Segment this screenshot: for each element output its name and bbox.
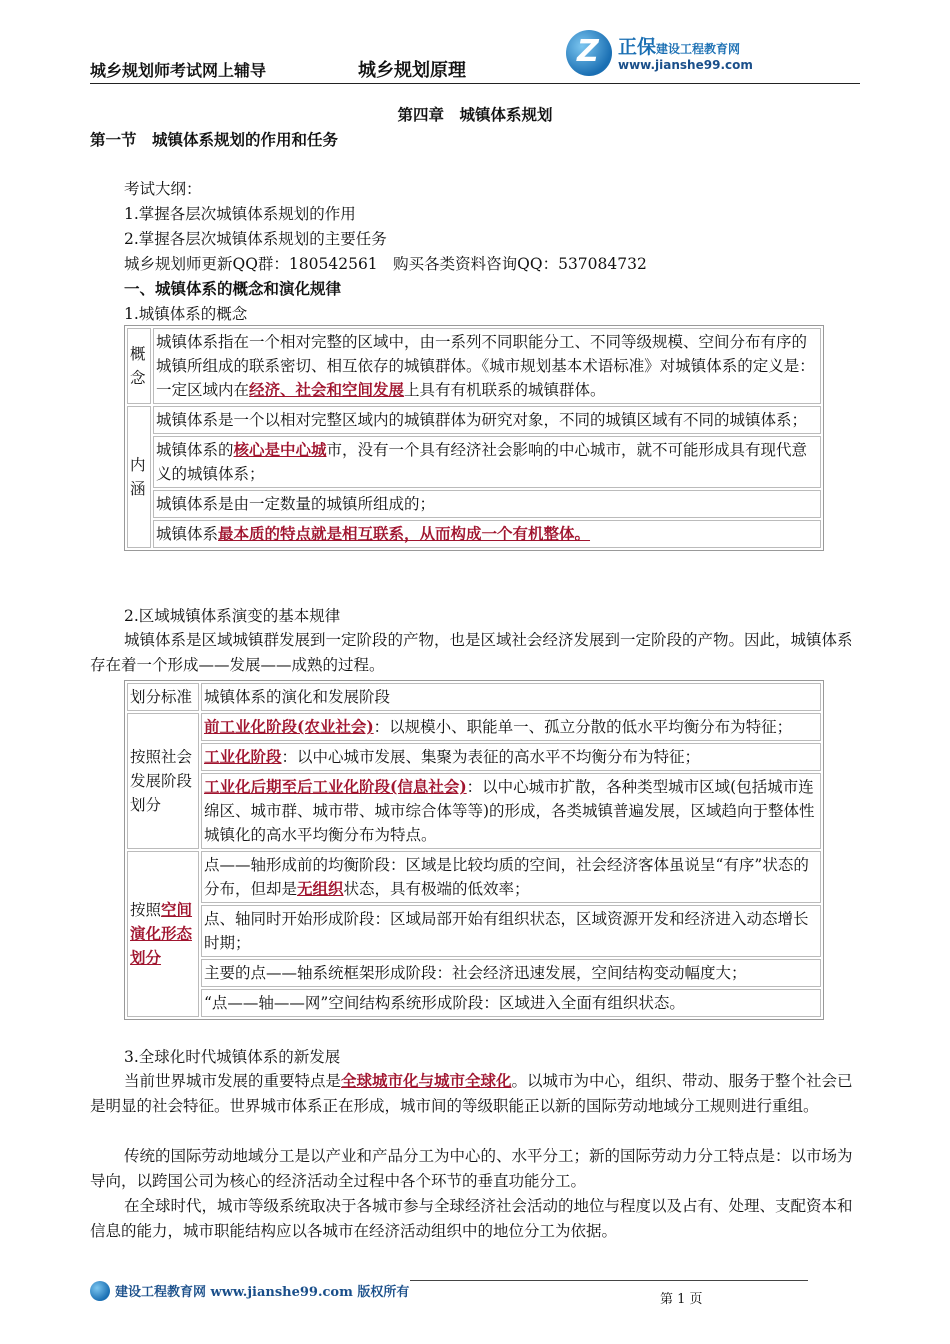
table-row: [127, 773, 821, 849]
emphasis-text: 经济、社会和空间发展: [249, 380, 405, 399]
outline-label: 考试大纲：: [124, 180, 202, 198]
table-row: [127, 713, 821, 741]
column-header-standard: 划分标准: [127, 683, 199, 711]
stage-cell: 点——轴形成前的均衡阶段：区域是比较均质的空间，社会经济客体虽说呈“有序”状态的分布，但却是无组织状态，具有极端的低效率；: [201, 851, 821, 903]
social-label: 按照社会发展阶段划分: [127, 713, 199, 849]
meaning-cell: 城镇体系是一个以相对完整区域内的城镇群体为研究对象，不同的城镇区域有不同的城镇体系；: [153, 406, 821, 434]
subheading-globalization: 3.全球化时代城镇体系的新发展: [124, 1048, 341, 1066]
table-row: [127, 520, 821, 548]
header-left-title: 城乡规划师考试网上辅导: [90, 61, 267, 80]
qq-info: 城乡规划师更新QQ群：180542561 购买各类资料咨询QQ：537084732: [124, 255, 647, 273]
meaning-cell: 城镇体系最本质的特点就是相互联系，从而构成一个有机整体。: [153, 520, 821, 548]
outline-item-1: 1.掌握各层次城镇体系规划的作用: [124, 205, 356, 223]
emphasis-text: 前工业化阶段(农业社会): [204, 717, 374, 736]
table-row: [127, 989, 821, 1017]
table-row: [127, 851, 821, 903]
table-row: [127, 436, 821, 488]
part1-heading: 一、城镇体系的概念和演化规律: [124, 279, 342, 298]
chapter-title: 第四章 城镇体系规划: [397, 105, 553, 124]
logo-mark-icon: Z: [566, 30, 612, 76]
logo-name: 正保建设工程教育网: [618, 36, 741, 58]
emphasis-text: 工业化后期至后工业化阶段(信息社会): [204, 777, 467, 796]
evolution-paragraph: 城镇体系是区域城镇群发展到一定阶段的产物，也是区域社会经济发展到一定阶段的产物。因此，城镇体系存在着一个形成——发展——成熟的过程。: [90, 631, 853, 674]
page-number: 第 1 页: [660, 1292, 703, 1307]
meaning-cell: 城镇体系的核心是中心城市，没有一个具有经济社会影响的中心城市，就不可能形成具有现代意义的城镇体系；: [153, 436, 821, 488]
emphasis-text: 工业化阶段: [204, 747, 282, 766]
column-header-stages: 城镇体系的演化和发展阶段: [201, 683, 821, 711]
meaning-label: 内涵: [127, 406, 151, 548]
stage-cell: 工业化阶段：以中心城市发展、集聚为表征的高水平不均衡分布为特征；: [201, 743, 821, 771]
section-title: 第一节 城镇体系规划的作用和任务: [90, 130, 339, 149]
space-label: 按照空间演化形态划分: [127, 851, 199, 1017]
outline-item-2: 2.掌握各层次城镇体系规划的主要任务: [124, 230, 387, 248]
table-row: [127, 490, 821, 518]
concept-label: 概念: [127, 328, 151, 404]
emphasis-text: 核心是中心城: [233, 440, 327, 459]
stage-cell: 主要的点——轴系统框架形成阶段：社会经济迅速发展，空间结构变动幅度大；: [201, 959, 821, 987]
hierarchy-paragraph: 在全球时代，城市等级系统取决于各城市参与全球经济社会活动的地位与程度以及占有、处理、支配资本和信息的能力，城市职能结构应以各城市在经济活动组织中的地位分工为依据。: [90, 1197, 853, 1240]
division-paragraph: 传统的国际劳动地域分工是以产业和产品分工为中心的、水平分工；新的国际劳动力分工特点是：以市场为导向，以跨国公司为核心的经济活动全过程中各个环节的垂直功能分工。: [90, 1147, 853, 1190]
globalization-paragraph: 当前世界城市发展的重要特点是全球城市化与城市全球化。以城市为中心，组织、带动、服务于整个社会已是明显的社会特征。世界城市体系正在形成，城市间的等级职能正以新的国际劳动地域分工规则进行重组。: [90, 1071, 853, 1115]
table-row: [127, 683, 821, 711]
stage-cell: 工业化后期至后工业化阶段(信息社会)：以中心城市扩散，各种类型城市区域(包括城市连绵区、城市群、城市带、城市综合体等等)的形成，各类城镇普遍发展，区域趋向于整体性城镇化的高水平均衡分布为特点。: [201, 773, 821, 849]
table-row: [127, 406, 821, 434]
subheading-evolution: 2.区域城镇体系演变的基本规律: [124, 607, 341, 625]
emphasis-text: 空间演化形态划分: [130, 900, 193, 967]
header-center-title: 城乡规划原理: [358, 60, 466, 81]
footer-logo-icon: [90, 1281, 110, 1301]
table-row: [127, 905, 821, 957]
emphasis-text: 全球城市化与城市全球化: [341, 1071, 512, 1090]
emphasis-text: 最本质的特点就是相互联系，从而构成一个有机整体。: [218, 524, 591, 543]
concept-cell: 城镇体系指在一个相对完整的区域中，由一系列不同职能分工、不同等级规模、空间分布有序的城镇所组成的联系密切、相互依存的城镇群体。《城市规划基本术语标准》对城镇体系的定义是：一定区域内在经济、社会和空间发展上具有有机联系的城镇群体。: [153, 328, 821, 404]
footer-copyright[interactable]: 建设工程教育网 www.jianshe99.com 版权所有: [115, 1285, 410, 1300]
stage-cell: “点——轴——网”空间结构系统形成阶段：区域进入全面有组织状态。: [201, 989, 821, 1017]
header-rule: [90, 83, 860, 84]
footer-rule: [410, 1280, 808, 1281]
logo-url: www.jianshe99.com: [618, 58, 753, 72]
brand-logo[interactable]: [566, 28, 776, 80]
concept-table: [124, 325, 824, 551]
table-row: [127, 959, 821, 987]
emphasis-text: 无组织: [297, 879, 344, 898]
subheading-concept: 1.城镇体系的概念: [124, 305, 248, 323]
meaning-cell: 城镇体系是由一定数量的城镇所组成的；: [153, 490, 821, 518]
evolution-table: [124, 680, 824, 1020]
stage-cell: 前工业化阶段(农业社会)：以规模小、职能单一、孤立分散的低水平均衡分布为特征；: [201, 713, 821, 741]
table-row: [127, 328, 821, 404]
table-row: [127, 743, 821, 771]
stage-cell: 点、轴同时开始形成阶段：区域局部开始有组织状态，区域资源开发和经济进入动态增长时期；: [201, 905, 821, 957]
